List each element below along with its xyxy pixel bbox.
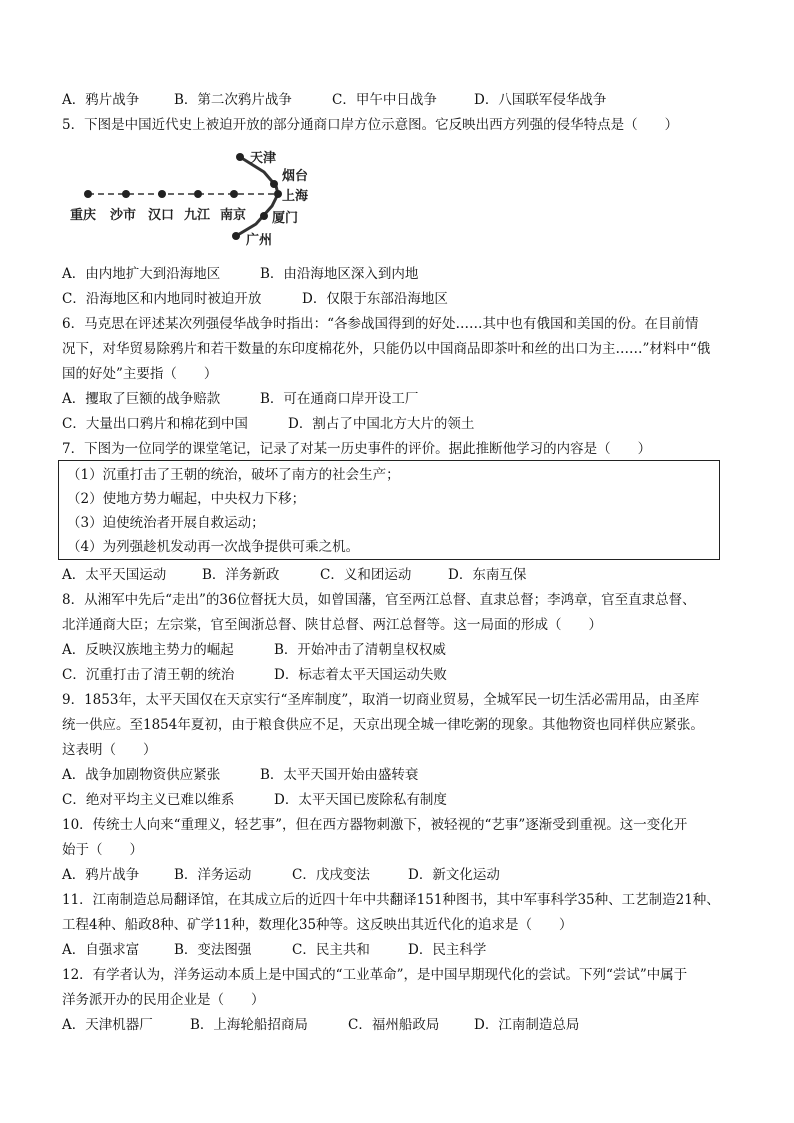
q8-options-row2 <box>62 665 742 685</box>
q8-option-d: D．标志着太平天国运动失败 <box>274 667 447 683</box>
q7-note-2: （2）使地方势力崛起，中央权力下移； <box>67 491 306 507</box>
q9-options-row1 <box>62 765 742 785</box>
map-label-nanjing: 南京 <box>220 208 247 223</box>
q9-option-a: A．战争加剧物资供应紧张 <box>62 767 221 783</box>
q9-option-d: D．太平天国已废除私有制度 <box>274 792 447 808</box>
q5-options-row1 <box>62 264 742 284</box>
q8-option-c: C．沉重打击了清王朝的统治 <box>62 667 235 683</box>
q7-options <box>62 565 742 585</box>
q5-option-a: A．由内地扩大到沿海地区 <box>62 266 221 282</box>
q10-options <box>62 865 742 885</box>
port-dot-xiamen <box>260 212 268 220</box>
q6-option-b: B．可在通商口岸开设工厂 <box>260 391 419 407</box>
q10-option-d: D．新文化运动 <box>408 867 500 883</box>
q5-options-row2 <box>62 289 742 309</box>
map-label-guangzhou: 广州 <box>246 233 273 248</box>
q10-stem-line-2: 始于（ ） <box>62 842 143 858</box>
map-label-chongqing: 重庆 <box>70 208 97 223</box>
q9-stem-line-1: 9．1853年，太平天国仅在天京实行“圣库制度”，取消一切商业贸易，全城军民一切生活必需用品，由圣库 <box>62 692 700 708</box>
q7-option-c: C．义和团运动 <box>320 567 412 583</box>
port-dot-tianjin <box>236 153 244 161</box>
q9-stem-line-3: 这表明（ ） <box>62 742 157 758</box>
map-label-yantai: 烟台 <box>282 169 309 184</box>
q4-option-d: D．八国联军侵华战争 <box>474 92 607 108</box>
map-label-jiujiang: 九江 <box>184 208 211 223</box>
q7-notes-box <box>58 460 720 560</box>
q9-option-b: B．太平天国开始由盛转衰 <box>260 767 419 783</box>
q4-options <box>62 90 742 110</box>
port-dot-shashi <box>122 190 130 198</box>
q12-option-b: B．上海轮船招商局 <box>190 1017 308 1033</box>
q7-option-d: D．东南互保 <box>448 567 527 583</box>
q9-option-c: C．绝对平均主义已难以维系 <box>62 792 235 808</box>
q6-option-d: D．割占了中国北方大片的领土 <box>288 416 475 432</box>
q7-note-1: （1）沉重打击了王朝的统治，破坏了南方的社会生产； <box>67 467 400 483</box>
map-label-tianjin: 天津 <box>250 151 277 166</box>
port-dot-guangzhou <box>232 232 240 240</box>
map-label-shashi: 沙市 <box>110 208 137 223</box>
q11-option-d: D．民主科学 <box>408 942 487 958</box>
q5-option-c: C．沿海地区和内地同时被迫开放 <box>62 291 262 307</box>
q5-stem: 5．下图是中国近代史上被迫开放的部分通商口岸方位示意图。它反映出西方列强的侵华特点是（ ） <box>62 117 679 133</box>
q6-stem-line-1: 6．马克思在评述某次列强侵华战争时指出：“各参战国得到的好处……其中也有俄国和美国的份。在目前情 <box>62 316 699 332</box>
q5-option-d: D．仅限于东部沿海地区 <box>302 291 448 307</box>
q11-stem-line-2: 工程4种、船政8种、矿学11种，数理化35种等。这反映出其近代化的追求是（ ） <box>62 917 573 933</box>
q5-option-b: B．由沿海地区深入到内地 <box>260 266 419 282</box>
q12-options <box>62 1015 742 1035</box>
q6-options-row1 <box>62 389 742 409</box>
q4-option-b: B．第二次鸦片战争 <box>174 92 292 108</box>
port-dot-chongqing <box>84 190 92 198</box>
map-label-xiamen: 厦门 <box>272 211 299 226</box>
q8-options-row1 <box>62 640 742 660</box>
q8-option-a: A．反映汉族地主势力的崛起 <box>62 642 234 658</box>
q7-note-4: （4）为列强趁机发动再一次战争提供可乘之机。 <box>67 539 360 555</box>
q7-option-a: A．太平天国运动 <box>62 567 167 583</box>
q12-option-c: C．福州船政局 <box>348 1017 440 1033</box>
q9-options-row2 <box>62 790 742 810</box>
q8-stem-line-2: 北洋通商大臣；左宗棠，官至闽浙总督、陕甘总督、两江总督等。这一局面的形成（ ） <box>62 617 602 633</box>
q8-option-b: B．开始冲击了清朝皇权权威 <box>274 642 446 658</box>
q12-stem-line-1: 12．有学者认为，洋务运动本质上是中国式的“工业革命”，是中国早期现代化的尝试。下列“尝试”中属于 <box>62 967 688 983</box>
port-dot-nanjing <box>230 190 238 198</box>
q11-options <box>62 940 742 960</box>
q8-stem-line-1: 8．从湘军中先后“走出”的36位督抚大员，如曾国藩，官至两江总督、直隶总督；李鸿章，官至直隶总督、 <box>62 592 696 608</box>
q6-options-row2 <box>62 414 742 434</box>
q6-option-a: A．攫取了巨额的战争赔款 <box>62 391 221 407</box>
q11-stem-line-1: 11．江南制造总局翻译馆，在其成立后的近四十年中共翻译151种图书，其中军事科学35种、工艺制造21种、 <box>62 892 720 908</box>
q7-option-b: B．洋务新政 <box>202 567 280 583</box>
q9-stem-line-2: 统一供应。至1854年夏初，由于粮食供应不足，天京出现全城一律吃粥的现象。其他物资也同样供应紧张。 <box>62 717 704 733</box>
q12-stem-line-2: 洋务派开办的民用企业是（ ） <box>62 992 265 1008</box>
port-dot-jiujiang <box>194 190 202 198</box>
q10-option-c: C．戊戌变法 <box>292 867 370 883</box>
q10-stem-line-1: 10．传统士人向来“重理义，轻艺事”，但在西方器物刺激下，被轻视的“艺事”逐渐受到重视。这一变化开 <box>62 817 688 833</box>
q6-stem-line-3: 国的好处”主要指（ ） <box>62 366 218 382</box>
map-label-shanghai: 上海 <box>282 189 309 204</box>
q4-option-c: C．甲午中日战争 <box>332 92 437 108</box>
q7-stem: 7．下图为一位同学的课堂笔记，记录了对某一历史事件的评价。据此推断他学习的内容是（ ） <box>62 441 652 457</box>
q6-stem-line-2: 况下，对华贸易除鸦片和若干数量的东印度棉花外，只能仍以中国商品即茶叶和丝的出口为主……”材料中“俄 <box>62 341 711 357</box>
port-dot-hankou <box>158 190 166 198</box>
treaty-ports-map <box>60 144 360 254</box>
q6-option-c: C．大量出口鸦片和棉花到中国 <box>62 416 248 432</box>
q12-option-a: A．天津机器厂 <box>62 1017 153 1033</box>
q4-option-a: A．鸦片战争 <box>62 92 140 108</box>
q10-option-b: B．洋务运动 <box>174 867 252 883</box>
map-label-hankou: 汉口 <box>148 208 175 223</box>
q11-option-b: B．变法图强 <box>174 942 252 958</box>
q10-option-a: A．鸦片战争 <box>62 867 140 883</box>
q7-note-3: （3）迫使统治者开展自救运动； <box>67 515 265 531</box>
q11-option-a: A．自强求富 <box>62 942 140 958</box>
port-dot-shanghai <box>274 190 282 198</box>
q12-option-d: D．江南制造总局 <box>474 1017 580 1033</box>
q11-option-c: C．民主共和 <box>292 942 370 958</box>
port-dot-yantai <box>270 180 278 188</box>
